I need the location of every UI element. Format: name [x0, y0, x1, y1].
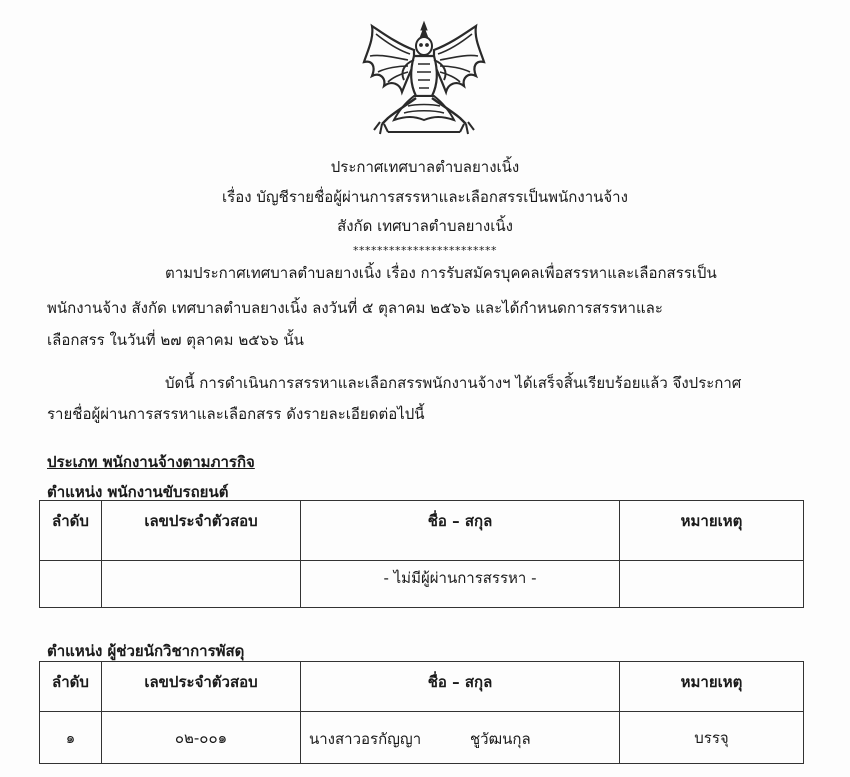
remark-cell — [620, 561, 804, 608]
column-header-remark: หมายเหตุ — [620, 501, 804, 561]
exam-id-cell: ๐๒-๐๐๑ — [102, 712, 301, 764]
table-row — [40, 561, 804, 608]
paragraph1-line2: พนักงานจ้าง สังกัด เทศบาลตำบลยางเนิ้ง ลงวันที่ ๕ ตุลาคม ๒๕๖๖ และได้กำหนดการสรรหาและ — [47, 299, 663, 317]
column-header-name: ชื่อ – สกุล — [301, 501, 620, 561]
paragraph1-line3: เลือกสรร ในวันที่ ๒๗ ตุลาคม ๒๕๖๖ นั้น — [47, 331, 304, 349]
position-heading-procurement-assistant: ตำแหน่ง ผู้ช่วยนักวิชาการพัสดุ — [47, 642, 245, 660]
order-cell — [40, 561, 102, 608]
table-row — [40, 712, 804, 764]
separator-stars: ************************ — [353, 244, 497, 257]
column-header-exam-id: เลขประจำตัวสอบ — [102, 501, 301, 561]
exam-id-cell — [102, 561, 301, 608]
order-cell: ๑ — [40, 712, 102, 764]
remark-cell: บรรจุ — [620, 712, 804, 764]
procurement-results-table — [39, 661, 804, 764]
column-header-order: ลำดับ — [40, 501, 102, 561]
column-header-exam-id: เลขประจำตัวสอบ — [102, 662, 301, 712]
announcement-affiliation: สังกัด เทศบาลตำบลยางเนิ้ง — [337, 217, 513, 235]
announcement-subject: เรื่อง บัญชีรายชื่อผู้ผ่านการสรรหาและเลือกสรรเป็นพนักงานจ้าง — [222, 188, 628, 206]
paragraph1-line1: ตามประกาศเทศบาลตำบลยางเนิ้ง เรื่อง การรับสมัครบุคคลเพื่อสรรหาและเลือกสรรเป็น — [165, 264, 717, 282]
driver-results-table — [39, 500, 804, 608]
paragraph2-line1: บัดนี้ การดำเนินการสรรหาและเลือกสรรพนักงานจ้างฯ ได้เสร็จสิ้นเรียบร้อยแล้ว จึงประกาศ — [165, 374, 742, 392]
announcement-title: ประกาศเทศบาลตำบลยางเนิ้ง — [330, 158, 520, 176]
name-cell — [301, 712, 620, 764]
garuda-emblem-icon — [358, 20, 490, 138]
no-passing-candidates-text: - ไม่มีผู้ผ่านการสรรหา - — [301, 561, 620, 608]
table-header-row — [40, 501, 804, 561]
category-heading: ประเภท พนักงานจ้างตามภารกิจ — [47, 453, 255, 471]
column-header-order: ลำดับ — [40, 662, 102, 712]
table-header-row — [40, 662, 804, 712]
column-header-remark: หมายเหตุ — [620, 662, 804, 712]
candidate-last-name: ชูวัฒนกุล — [470, 730, 531, 748]
candidate-first-name: นางสาวอรกัญญา — [309, 730, 422, 748]
position-heading-driver: ตำแหน่ง พนักงานขับรถยนต์ — [47, 483, 229, 501]
paragraph2-line2: รายชื่อผู้ผ่านการสรรหาและเลือกสรร ดังรายละเอียดต่อไปนี้ — [47, 405, 425, 423]
column-header-name: ชื่อ – สกุล — [301, 662, 620, 712]
